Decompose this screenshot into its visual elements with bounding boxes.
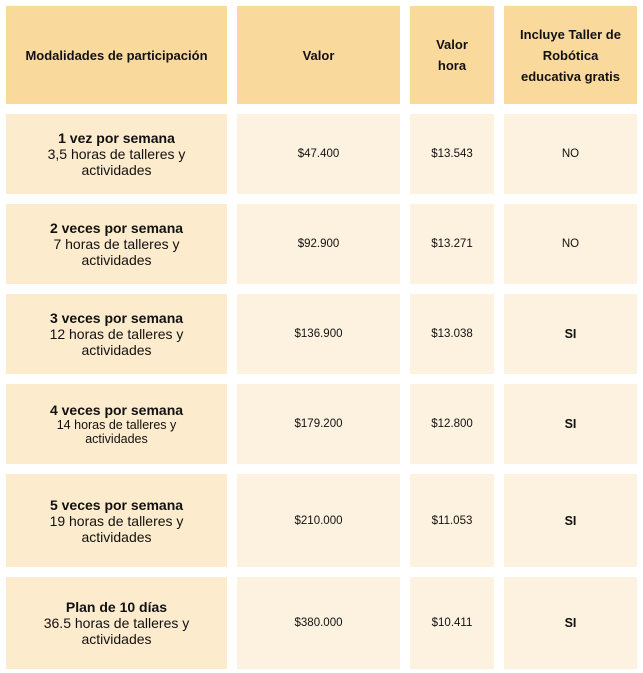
header-label: Valor hora <box>436 37 468 73</box>
row-6-robotica: SI <box>504 577 637 669</box>
row-5-robotica: SI <box>504 474 637 567</box>
header-label: Incluye Taller de Robótica educativa gratis <box>520 26 621 84</box>
row-3-valor-hora: $13.038 <box>410 294 494 374</box>
modalidad-title: 3 veces por semana <box>49 310 184 326</box>
row-1-valor-hora: $13.543 <box>410 114 494 194</box>
header-robotica <box>504 6 637 104</box>
modalidad-subtitle: 7 horas de talleres y actividades <box>53 236 180 268</box>
row-4-robotica: SI <box>504 384 637 464</box>
header-label: Valor <box>302 47 335 63</box>
modalidad-subtitle: 36.5 horas de talleres y actividades <box>43 615 190 647</box>
row-5-modalidad <box>6 474 227 567</box>
row-3-robotica: SI <box>504 294 637 374</box>
pricing-table <box>6 6 637 669</box>
row-4-modalidad <box>6 384 227 464</box>
modalidad-subtitle: 3,5 horas de talleres y actividades <box>47 146 186 178</box>
row-5-valor: $210.000 <box>237 474 400 567</box>
row-1-robotica: NO <box>504 114 637 194</box>
modalidad-title: 1 vez por semana <box>58 130 175 146</box>
modalidad-title: 2 veces por semana <box>49 220 184 236</box>
modalidad-title: 4 veces por semana <box>49 402 184 418</box>
row-6-modalidad <box>6 577 227 669</box>
row-4-valor: $179.200 <box>237 384 400 464</box>
row-2-modalidad <box>6 204 227 284</box>
modalidad-title: Plan de 10 días <box>65 599 168 615</box>
row-2-valor: $92.900 <box>237 204 400 284</box>
header-valor <box>237 6 400 104</box>
row-4-valor-hora: $12.800 <box>410 384 494 464</box>
modalidad-subtitle: 14 horas de talleres y actividades <box>56 418 177 446</box>
header-valor-hora <box>410 6 494 104</box>
modalidad-title: 5 veces por semana <box>49 496 184 513</box>
row-5-valor-hora: $11.053 <box>410 474 494 567</box>
header-modalidades <box>6 6 227 104</box>
row-2-robotica: NO <box>504 204 637 284</box>
row-2-valor-hora: $13.271 <box>410 204 494 284</box>
modalidad-subtitle: 19 horas de talleres y actividades <box>49 512 184 545</box>
header-label: Modalidades de participación <box>25 47 208 63</box>
modalidad-subtitle: 12 horas de talleres y actividades <box>49 326 184 358</box>
row-6-valor: $380.000 <box>237 577 400 669</box>
row-1-valor: $47.400 <box>237 114 400 194</box>
row-6-valor-hora: $10.411 <box>410 577 494 669</box>
row-1-modalidad <box>6 114 227 194</box>
row-3-modalidad <box>6 294 227 374</box>
row-3-valor: $136.900 <box>237 294 400 374</box>
